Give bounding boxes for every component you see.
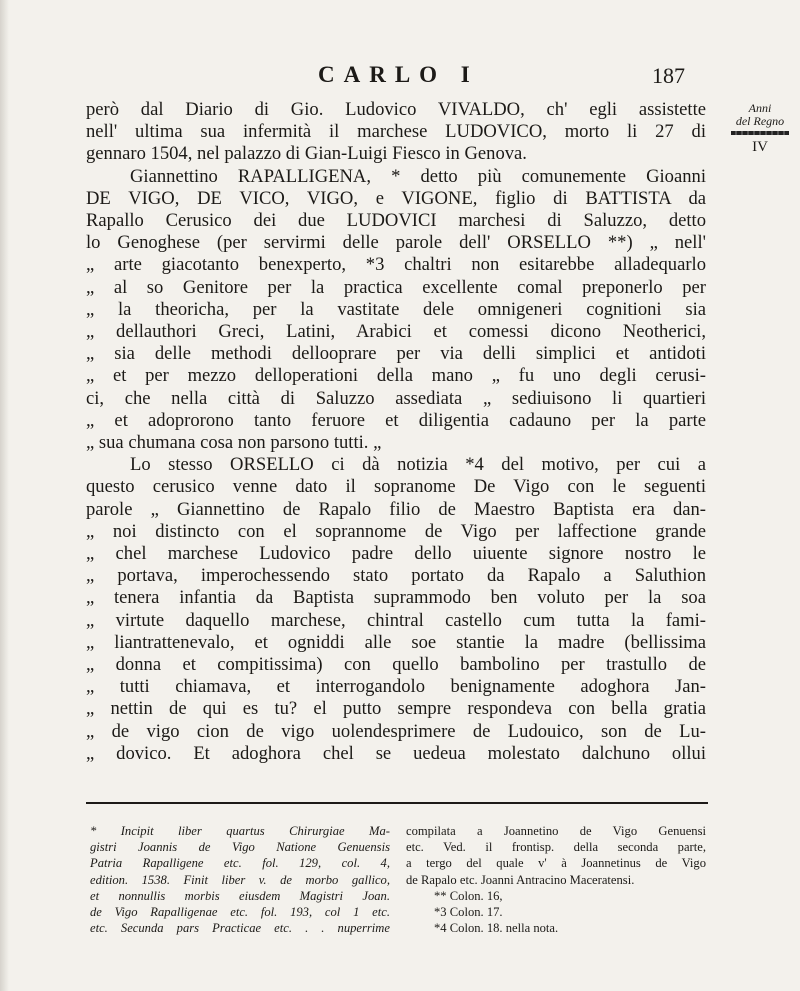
page-header [0, 62, 800, 96]
text-line: Rapallo Cerusico dei due LUDOVICI marchesi di Saluzzo, detto [86, 210, 706, 232]
text-line: „ nettin de qui es tu? el putto sempre respondeva con bella gratia [86, 698, 706, 720]
running-title: CARLO I [318, 62, 479, 87]
text-line: „ sua chumana cosa non parsono tutti. „ [86, 432, 382, 454]
text-line: „ et adoprorono tanto feruore et diligentia cadauno per la parte [86, 409, 706, 431]
footnote-line: gistri Joannis de Vigo Natione Genuensis [90, 840, 390, 855]
text-line: „ la theoricha, per la vastitate dele omnigeneri cognitioni sia [86, 298, 706, 320]
text-line: Giannettino RAPALLIGENA, * detto più comunemente Gioanni [130, 165, 706, 187]
footnote-line: etc. Ved. il frontisp. della seconda parte, [406, 840, 706, 855]
text-line: „ al so Genitore per la practica excellente comal preponerlo per [86, 276, 706, 298]
text-line: lo Genoghese (per servirmi delle parole dell' ORSELLO **) „ nell' [86, 232, 706, 254]
footnote-line: *4 Colon. 18. nella nota. [434, 921, 559, 936]
text-line: „ virtute daquello marchese, chintral castello cum tutta la fami- [86, 609, 706, 631]
footnotes-right-column [406, 823, 706, 936]
text-line: „ noi distincto con el soprannome de Vigo per laffectione grande [86, 520, 706, 542]
footnote-line: ** Colon. 16, [434, 888, 503, 903]
text-line: „ donna et compitissima) con quello bambolino per trastullo de [86, 654, 706, 676]
text-line: „ et per mezzo delloperationi della mano „ fu uno degli cerusi- [86, 365, 706, 387]
text-line: „ dellauthori Greci, Latini, Arabici et comessi dicono Neotherici, [86, 321, 706, 343]
text-line: nell' ultima sua infermità il marchese LUDOVICO, morto li 27 di [86, 121, 706, 143]
margin-note-label: Anni [748, 101, 772, 115]
text-line: ci, che nella città di Saluzzo assediata „ sediuisono li quartieri [86, 387, 706, 409]
text-line: „ dovico. Et adoghora chel se uedeua molestato dalchuno ollui [86, 742, 706, 764]
text-line: „ arte giacotanto benexperto, *3 chaltri non esitarebbe alladequarlo [86, 254, 706, 276]
footnote-separator [86, 802, 708, 804]
text-line: „ tenera infantia da Baptista suprammodo ben voluto per la soa [86, 587, 706, 609]
footnote-line: compilata a Joannetino de Vigo Genuensi [406, 824, 706, 838]
margin-note [727, 102, 793, 156]
page-number: 187 [652, 63, 685, 88]
text-line: „ chel marchese Ludovico padre dello uiuente signore nostro le [86, 543, 706, 565]
footnotes-left-column [90, 823, 390, 936]
text-line: „ de vigo cion de vigo uolendesprimere de Ludouico, son de Lu- [86, 720, 706, 742]
footnote-line: de Rapalo etc. Joanni Antracino Maceratensi. [406, 872, 635, 887]
footnote-line: Patria Rapalligene etc. fol. 129, col. 4, [90, 856, 390, 871]
footnote-line: etc. Secunda pars Practicae etc. . . nuperrime [90, 921, 390, 936]
text-line: Lo stesso ORSELLO ci dà notizia *4 del motivo, per cui a [130, 454, 706, 476]
margin-note-volume: IV [752, 139, 768, 155]
text-line: però dal Diario di Gio. Ludovico VIVALDO, ch' egli assistette [86, 99, 706, 120]
margin-note-rule [731, 131, 789, 135]
page-gutter-shadow [0, 0, 9, 991]
footnote-line: *3 Colon. 17. [434, 905, 503, 920]
text-line: questo cerusico venne dato il sopranome De Vigo con le seguenti [86, 476, 706, 498]
text-line: DE VIGO, DE VICO, VIGO, e VIGONE, figlio di BATTISTA da [86, 187, 706, 209]
text-line: „ liantrattenevalo, et ogniddi alle soe stantie la madre (bellissima [86, 631, 706, 653]
footnote-line: de Vigo Rapalligenae etc. fol. 193, col 1 etc. [90, 905, 390, 920]
footnote-line: edition. 1538. Finit liber v. de morbo gallico, [90, 872, 390, 887]
main-text [86, 99, 706, 765]
footnote-line: et nonnullis morbis eiusdem Magistri Joan. [90, 888, 390, 903]
text-line: parole „ Giannettino de Rapalo filio de Maestro Baptista era dan- [86, 498, 706, 520]
footnote-line: a tergo del quale v' à Joannetinus de Vigo [406, 856, 706, 871]
margin-note-label: del Regno [735, 114, 785, 128]
text-line: gennaro 1504, nel palazzo di Gian-Luigi Fiesco in Genova. [86, 143, 527, 165]
text-line: „ sia delle methodi dellooprare per via delli simplici et antidoti [86, 343, 706, 365]
text-line: „ tutti chiamava, et interrogandolo benignamente adoghora Jan- [86, 676, 706, 698]
text-line: „ portava, imperochessendo stato portato da Rapalo a Saluthion [86, 565, 706, 587]
footnote-line: * Incipit liber quartus Chirurgiae Ma- [90, 824, 390, 838]
